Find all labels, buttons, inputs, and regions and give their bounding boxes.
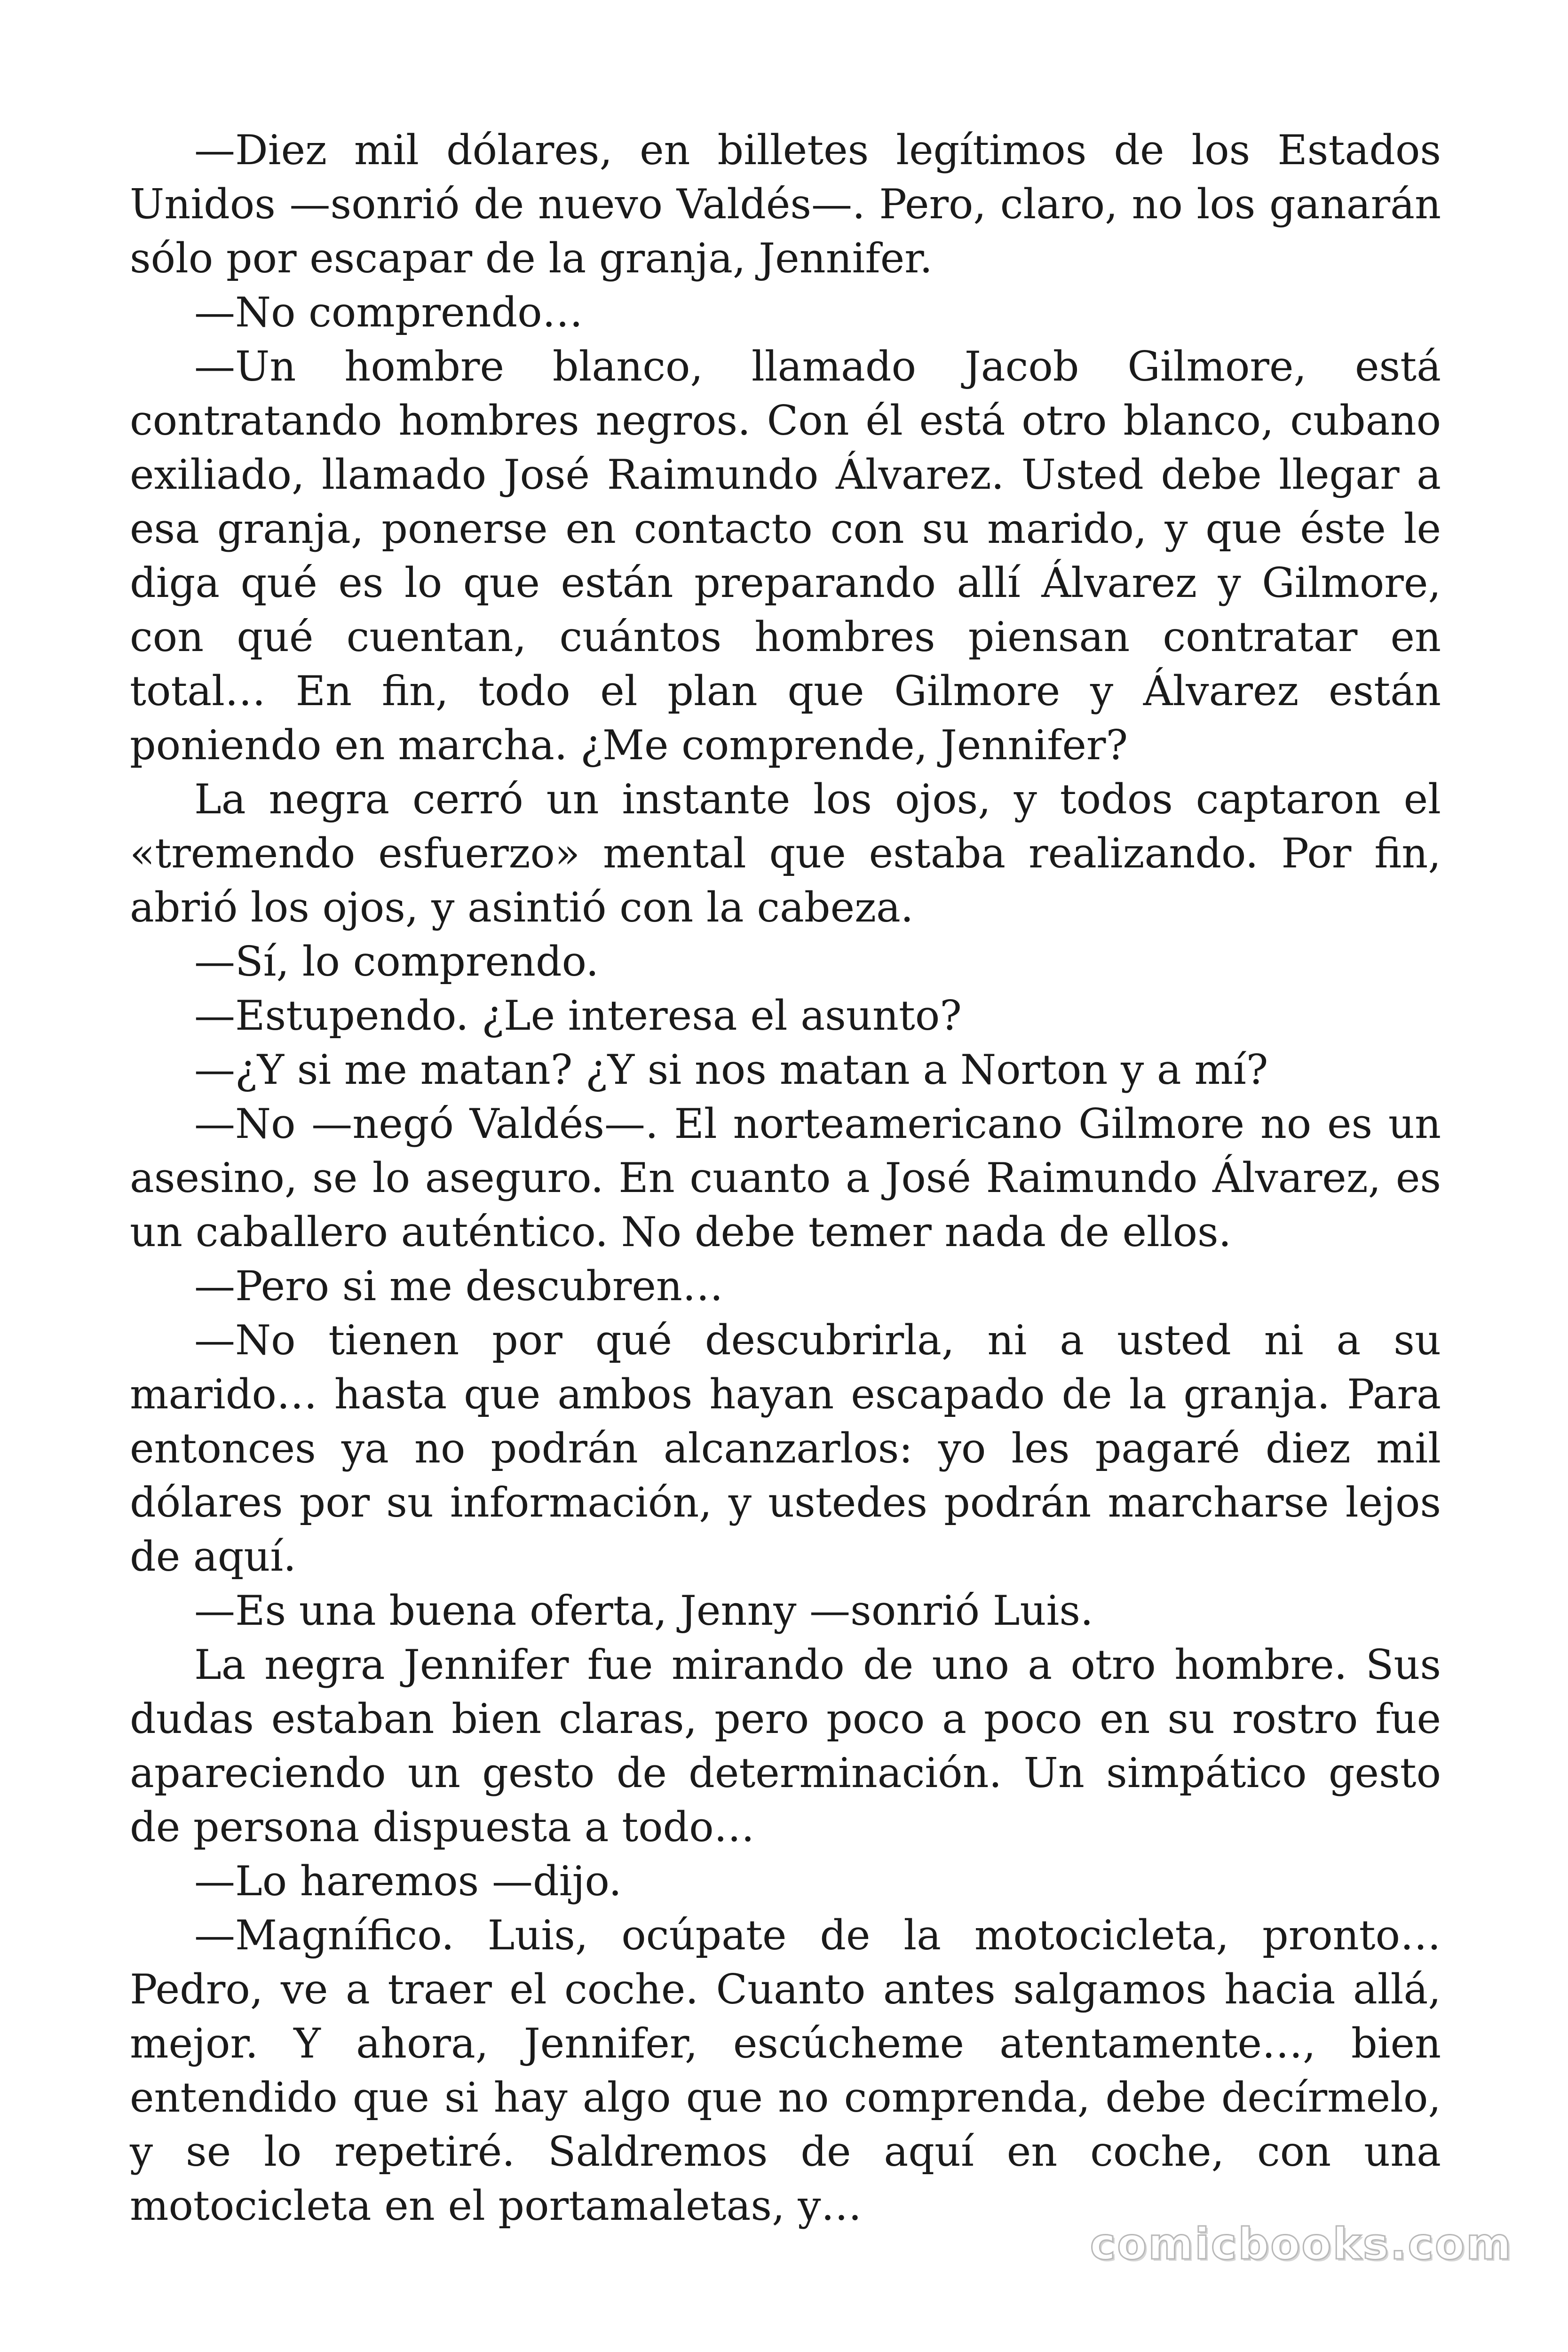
paragraph: —Un hombre blanco, llamado Jacob Gilmore, está contratando hombres negros. Con él está otro blanco, cubano exiliado, llamado José Raimundo Álvarez. Usted debe llegar a esa granja, ponerse en contacto con su marido, y que éste le diga qué es lo que están preparando allí Álvarez y Gilmore, con qué cuentan, cuántos hombres piensan contratar en total… En fin, todo el plan que Gilmore y Álvarez están poniendo en marcha. ¿Me comprende, Jennifer? [130,342,1441,769]
paragraph: —Pero si me descubren… [194,1262,723,1310]
paragraph: —Lo haremos —dijo. [194,1857,622,1905]
paragraph: —Es una buena oferta, Jenny —sonrió Luis. [194,1587,1093,1635]
paragraph: La negra cerró un instante los ojos, y todos captaron el «tremendo esfuerzo» mental que estaba realizando. Por fin, abrió los ojos, y asintió con la cabeza. [130,775,1441,931]
page-text [130,123,1441,2233]
paragraph: —Diez mil dólares, en billetes legítimos de los Estados Unidos —sonrió de nuevo Valdés—. Pero, claro, no los ganarán sólo por escapar de la granja, Jennifer. [130,126,1441,282]
paragraph: —Estupendo. ¿Le interesa el asunto? [194,992,962,1040]
paragraph: La negra Jennifer fue mirando de uno a otro hombre. Sus dudas estaban bien claras, pero poco a poco en su rostro fue apareciendo un gesto de determinación. Un simpático gesto de persona dispuesta a todo… [130,1641,1441,1851]
watermark: comicbooks.com [1090,2219,1513,2269]
paragraph: —No tienen por qué descubrirla, ni a usted ni a su marido… hasta que ambos hayan escapado de la granja. Para entonces ya no podrán alcanzarlos: yo les pagaré diez mil dólares por su información, y ustedes podrán marcharse lejos de aquí. [130,1316,1441,1581]
paragraph: —No comprendo… [194,288,583,336]
paragraph: —¿Y si me matan? ¿Y si nos matan a Norton y a mí? [194,1046,1268,1094]
paragraph: —Magnífico. Luis, ocúpate de la motocicleta, pronto… Pedro, ve a traer el coche. Cuanto antes salgamos hacia allá, mejor. Y ahora, Jennifer, escúcheme atentamente…, bien entendido que si hay algo que no comprenda, debe decírmelo, y se lo repetiré. Saldremos de aquí en coche, con una motocicleta en el portamaletas, y… [130,1911,1441,2230]
paragraph: —Sí, lo comprendo. [194,938,599,985]
paragraph: —No —negó Valdés—. El norteamericano Gilmore no es un asesino, se lo aseguro. En cuanto a José Raimundo Álvarez, es un caballero auténtico. No debe temer nada de ellos. [130,1100,1441,1256]
